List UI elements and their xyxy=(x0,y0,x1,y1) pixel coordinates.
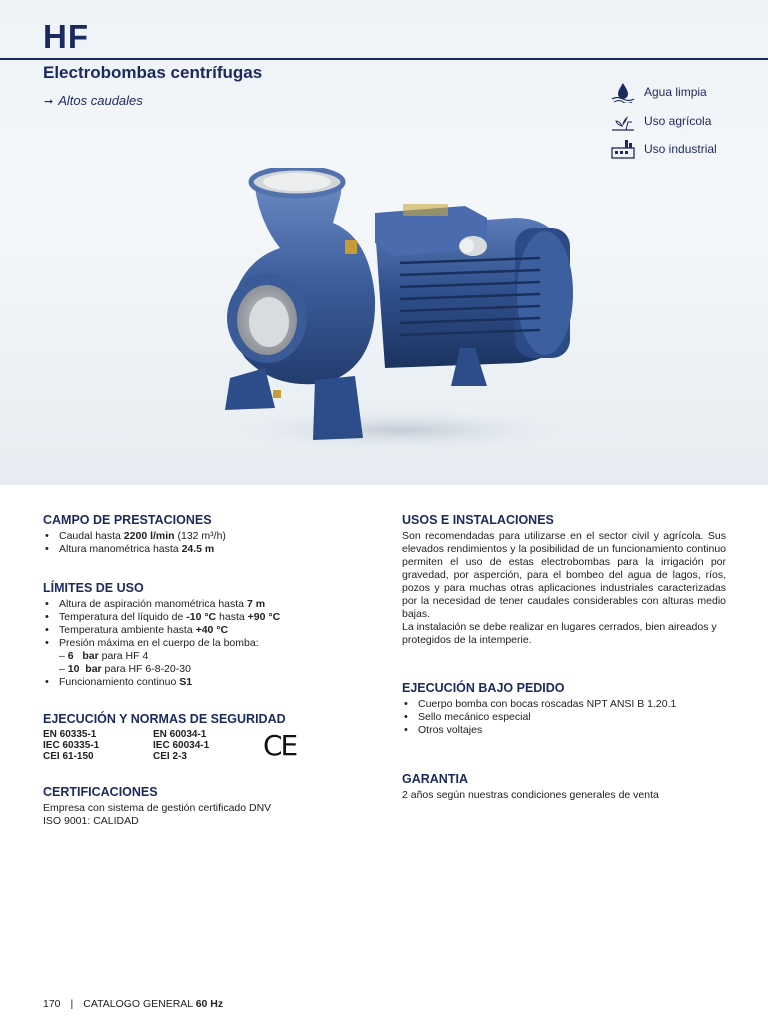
arrow-icon: ➞ xyxy=(44,96,54,108)
page-title: Electrobombas centrífugas xyxy=(43,63,263,82)
norms-col-2: EN 60034-1 IEC 60034-1 CEI 2-3 xyxy=(153,729,210,762)
use-label: Uso agrícola xyxy=(644,113,712,128)
water-drop-icon xyxy=(610,81,636,103)
page-number: 170 xyxy=(43,998,61,1010)
norms-grid xyxy=(43,729,363,762)
usos-text: La instalación se debe realizar en lugares cerrados, bien aireados y protegidos de la intemperie. xyxy=(402,621,717,646)
catalog-label: CATALOGO GENERAL xyxy=(83,998,196,1010)
usos-text: Son recomendadas para utilizarse en el sector civil y agrícola. Sus elevados rendimientos y la posibilidad de un funcionamiento continuo permiten el uso de estas electrobombas para la irrigación por gravedad, por asperción, para el bombeo del agua de lagos, ríos, pozos y para muchas otras aplicaciones industriales caracterizadas por la necesidad de tener caudales considerables con alturas medio bajas. xyxy=(402,530,726,620)
list-item: • Otros voltajes xyxy=(402,724,726,737)
list-item: • Sello mecánico especial xyxy=(402,711,726,724)
right-column xyxy=(402,514,726,830)
ce-mark: CE xyxy=(263,729,297,762)
section-garantia xyxy=(402,773,726,802)
list-item: • Cuerpo bomba con bocas roscadas NPT ANSI B 1.20.1 xyxy=(402,698,726,711)
factory-icon xyxy=(610,138,636,160)
use-item-agricola xyxy=(610,107,760,136)
use-item-agua xyxy=(610,78,760,107)
norms-col-1: EN 60335-1 IEC 60335-1 CEI 61-150 xyxy=(43,729,100,762)
subtitle-text: Altos caudales xyxy=(58,93,143,108)
section-heading: LÍMITES DE USO xyxy=(43,581,144,595)
use-label: Uso industrial xyxy=(644,142,717,157)
use-label: Agua limpia xyxy=(644,85,707,100)
section-heading: GARANTIA xyxy=(402,772,468,786)
section-heading: CAMPO DE PRESTACIONES xyxy=(43,513,212,527)
garantia-text: 2 años según nuestras condiciones generales de venta xyxy=(402,789,659,801)
list-item: – 6 bar para HF 4 xyxy=(59,650,149,662)
page-footer xyxy=(43,998,223,1010)
list-item: • Altura de aspiración manométrica hasta 7 m xyxy=(43,598,363,611)
use-item-industrial xyxy=(610,135,760,164)
left-column xyxy=(43,514,363,856)
section-cert xyxy=(43,786,363,828)
list-item: • Funcionamiento continuo S1 xyxy=(43,676,363,689)
page-subtitle xyxy=(44,93,143,108)
pump-image xyxy=(215,168,585,458)
cert-line: ISO 9001: CALIDAD xyxy=(43,815,139,827)
section-limites xyxy=(43,582,363,689)
plant-icon xyxy=(610,110,636,132)
section-normas xyxy=(43,713,363,762)
list-item: • Presión máxima en el cuerpo de la bomba: xyxy=(43,637,363,650)
section-usos xyxy=(402,514,726,647)
section-heading: USOS E INSTALACIONES xyxy=(402,513,554,527)
section-bajo-pedido xyxy=(402,682,726,737)
cert-line: Empresa con sistema de gestión certificado DNV xyxy=(43,802,272,814)
section-heading: CERTIFICACIONES xyxy=(43,785,158,799)
list-item: • Caudal hasta 2200 l/min (132 m³/h) xyxy=(43,530,363,543)
list-item: – 10 bar para HF 6-8-20-30 xyxy=(59,663,191,675)
list-item: • Temperatura del líquido de -10 °C hasta +90 °C xyxy=(43,611,363,624)
footer-separator: | xyxy=(70,998,74,1010)
uses-list xyxy=(610,78,760,164)
header-rule xyxy=(0,58,768,60)
list-item: • Temperatura ambiente hasta +40 °C xyxy=(43,624,363,637)
section-heading: EJECUCIÓN BAJO PEDIDO xyxy=(402,681,565,695)
list-item: • Altura manométrica hasta 24.5 m xyxy=(43,543,363,556)
frequency-label: 60 Hz xyxy=(195,998,224,1010)
model-code: HF xyxy=(43,18,89,55)
section-campo xyxy=(43,514,363,556)
section-heading: EJECUCIÓN Y NORMAS DE SEGURIDAD xyxy=(43,712,286,726)
